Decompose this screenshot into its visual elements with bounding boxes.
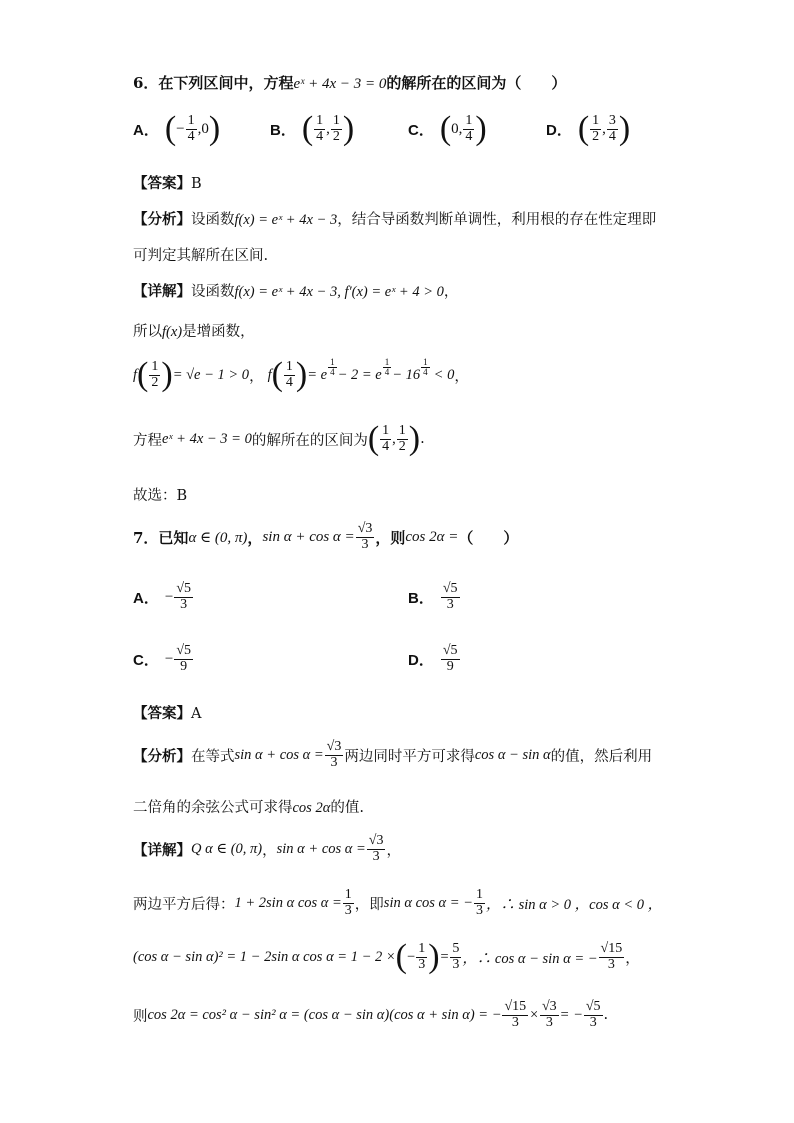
formula: sin α cos α = −: [383, 894, 473, 911]
denominator: 2: [592, 128, 600, 144]
text: ，结合导函数判断单调性，利用根的存在性定理即: [337, 212, 657, 228]
denominator: 3: [452, 956, 460, 972]
text: .: [603, 1007, 609, 1024]
formula: Q α ∈ (0, π): [191, 840, 263, 857]
sign: −: [176, 120, 185, 137]
q7-analysis-line1: [133, 740, 652, 770]
option-letter: C．: [408, 121, 434, 139]
denominator: 4: [330, 367, 335, 378]
numerator: √5: [442, 643, 458, 658]
fraction: [540, 1000, 559, 1030]
value: 0: [201, 120, 209, 137]
denominator: 3: [545, 1014, 553, 1030]
text: 故选：B: [133, 488, 188, 504]
sign: −: [164, 650, 174, 667]
formula: = √e − 1 > 0: [172, 366, 250, 383]
q6-analysis-line2: [133, 244, 268, 265]
fraction: [174, 644, 193, 674]
denominator: 3: [361, 536, 369, 552]
option-letter: C．: [133, 651, 159, 669]
q7-option-a[interactable]: [133, 582, 194, 612]
q6-detail-line3: f ( $\frac{1}{2}$ ) = √e − 1 > 0 ， f ( $\frac{1}{4}$ ) = e $\frac{1}{4}$ − 2 = e $\frac{1}{4}$ − 16 $\frac{1}{4}$ < 0 ，: [133, 356, 469, 393]
q6-stem-suffix: 的解所在的区间为（ ）: [386, 74, 567, 92]
answer-tag: 【答案】: [133, 705, 191, 722]
answer-tag: 【答案】: [133, 175, 191, 192]
detail-tag: 【详解】: [133, 283, 191, 300]
numerator: √15: [504, 999, 527, 1014]
fraction: [416, 942, 427, 972]
fraction: [441, 582, 460, 612]
formula: α ∈ (0, π): [188, 529, 248, 546]
detail-tag: 【详解】: [133, 841, 191, 859]
fraction: [441, 644, 460, 674]
q7-stem-prefix: 7．已知: [133, 528, 189, 547]
denominator: 3: [344, 902, 352, 918]
option-letter: B．: [270, 121, 296, 139]
option-letter: A．: [133, 121, 159, 139]
text: 的值.: [330, 800, 364, 816]
numerator: 1: [398, 422, 406, 438]
fraction: [367, 834, 386, 864]
formula: − 2 = e: [337, 366, 382, 383]
numerator: √5: [176, 581, 191, 596]
formula: f(x) = eˣ + 4x − 3: [234, 212, 338, 228]
denominator: 4: [608, 128, 616, 144]
q6-detail-line1: [133, 280, 458, 301]
text: 两边同时平方可求得: [344, 748, 475, 765]
denominator: 4: [187, 128, 195, 144]
formula: sin α + cos α =: [262, 528, 355, 545]
text: 的值，然后利用: [550, 748, 653, 765]
text: 两边平方后得：: [133, 896, 235, 913]
formula: < 0: [433, 366, 455, 383]
text: ，: [454, 368, 469, 385]
q7-detail-line2: [133, 888, 662, 918]
fraction: [186, 114, 197, 144]
denominator: 3: [180, 596, 188, 612]
q6-option-d[interactable]: D． ( $\frac{1}{2}$ , $\frac{3}{4}$ ): [546, 110, 631, 147]
q7-detail-line3: (cos α − sin α)² = 1 − 2sin α cos α = 1 − 2 × ( − $\frac{1}{3}$ ) = $\frac{5}{3}$ ，∴ cos α − sin α = − $\frac{√15}{3}$ ，: [133, 938, 640, 975]
text: .: [420, 431, 425, 447]
text: ，: [247, 528, 263, 547]
fraction: [607, 114, 618, 144]
q7-option-b[interactable]: [408, 582, 461, 612]
fraction: [474, 888, 485, 918]
numerator: √5: [442, 581, 458, 596]
q6-detail-line4: 方程 eˣ + 4x − 3 = 0 的解所在的区间为 ( $\frac{1}{4}$ , $\frac{1}{2}$ ) .: [133, 420, 425, 457]
denominator: 2: [332, 128, 340, 144]
fraction: [149, 360, 160, 390]
formula: f(x): [162, 324, 183, 340]
numerator: √15: [600, 940, 623, 956]
fraction: [590, 114, 601, 144]
numerator: 1: [475, 887, 483, 902]
text: 所以: [133, 324, 162, 340]
formula: ×: [529, 1006, 539, 1023]
text: ，即: [354, 896, 384, 913]
formula: (cos α − sin α)² = 1 − 2sin α cos α = 1 − 2 ×: [133, 948, 396, 965]
denominator: 3: [418, 956, 426, 972]
text: ，: [249, 368, 264, 385]
formula: ，∴ cos α − sin α = −: [462, 950, 598, 967]
denominator: 3: [446, 596, 454, 612]
value: 0: [451, 120, 459, 137]
numerator: 1: [382, 422, 390, 438]
q6-equation: eˣ + 4x − 3 = 0: [293, 76, 387, 92]
text: （ ）: [458, 528, 519, 547]
numerator: √3: [368, 833, 384, 848]
q6-detail-line2: [133, 320, 255, 341]
text: ，: [443, 284, 459, 300]
formula: 1 + 2sin α cos α =: [234, 894, 342, 911]
option-letter: D．: [408, 651, 434, 669]
text: ，: [386, 842, 401, 859]
numerator: √5: [176, 643, 191, 658]
denominator: 3: [475, 902, 483, 918]
answer-value: A: [191, 706, 202, 722]
q6-choice: [133, 484, 187, 505]
q7-option-d[interactable]: [408, 644, 461, 674]
q7-answer: [133, 702, 201, 723]
numerator: 1: [332, 112, 340, 128]
formula: cos 2α = cos² α − sin² α = (cos α − sin α)(cos α + sin α) = −: [147, 1006, 502, 1023]
formula: cos 2α: [292, 800, 331, 816]
q7-option-c[interactable]: [133, 644, 194, 674]
text: ，: [625, 950, 640, 967]
denominator: 4: [382, 438, 390, 454]
fraction: [584, 1000, 603, 1030]
fraction: [356, 522, 375, 552]
text: 在等式: [191, 748, 235, 765]
numerator: √3: [326, 739, 342, 754]
numerator: 3: [608, 112, 616, 128]
fraction: [331, 114, 342, 144]
q6-option-a[interactable]: A． ( − $\frac{1}{4}$ , 0 ): [133, 110, 221, 147]
numerator: √3: [357, 521, 373, 536]
numerator: √5: [585, 999, 601, 1014]
numerator: 1: [151, 358, 159, 374]
fraction: [343, 888, 354, 918]
formula: =: [439, 948, 450, 965]
text: 则: [133, 1008, 148, 1025]
text: ，: [262, 842, 277, 859]
numerator: 1: [384, 357, 390, 367]
option-letter: D．: [546, 121, 572, 139]
text: 可判定其解所在区间.: [133, 248, 269, 264]
formula: sin α + cos α =: [276, 840, 366, 857]
denominator: 3: [607, 956, 615, 972]
denominator: 2: [398, 438, 406, 454]
formula: ，∴ sin α > 0 ，cos α < 0 ，: [485, 896, 663, 913]
numerator: 1: [187, 112, 195, 128]
numerator: 1: [592, 112, 600, 128]
denominator: 2: [151, 374, 159, 390]
denominator: 9: [180, 658, 188, 674]
numerator: 5: [452, 940, 460, 956]
formula: = −: [559, 1006, 583, 1023]
q6-stem: [133, 72, 566, 93]
text: 设函数: [191, 212, 235, 228]
numerator: 1: [316, 112, 324, 128]
denominator: 4: [423, 367, 428, 378]
formula: cos α − sin α: [474, 746, 551, 763]
denominator: 4: [465, 128, 473, 144]
numerator: 1: [285, 358, 293, 374]
q7-stem: [133, 522, 518, 552]
fraction: [380, 424, 391, 454]
text: 设函数: [191, 284, 235, 300]
denominator: 3: [589, 1014, 597, 1030]
option-letter: B．: [408, 589, 434, 607]
numerator: 1: [423, 357, 428, 367]
fraction: [450, 942, 461, 972]
fraction: [284, 360, 295, 390]
denominator: 3: [372, 848, 380, 864]
formula: f(x) = eˣ + 4x − 3, f′(x) = eˣ + 4 > 0: [234, 284, 444, 300]
fraction: [502, 1000, 528, 1030]
denominator: 4: [384, 367, 390, 378]
answer-value: B: [191, 176, 202, 192]
numerator: 1: [465, 112, 473, 128]
denominator: 4: [285, 374, 293, 390]
exponent-fraction: [383, 358, 392, 378]
denominator: 3: [330, 754, 338, 770]
analysis-tag: 【分析】: [133, 211, 191, 228]
denominator: 3: [511, 1014, 519, 1030]
text: ，则: [375, 528, 406, 547]
q7-analysis-line2: [133, 796, 364, 817]
q6-option-c[interactable]: C． ( 0 , $\frac{1}{4}$ ): [408, 110, 487, 147]
analysis-tag: 【分析】: [133, 747, 191, 765]
fraction: [599, 942, 625, 972]
formula: eˣ + 4x − 3 = 0: [162, 430, 252, 447]
formula: − 16: [392, 366, 421, 383]
q6-stem-prefix: 6．在下列区间中，方程: [133, 74, 294, 92]
numerator: √3: [541, 999, 557, 1014]
fraction: [314, 114, 325, 144]
q6-analysis-line1: [133, 208, 656, 229]
denominator: 9: [446, 658, 454, 674]
formula: sin α + cos α =: [234, 746, 324, 763]
denominator: 4: [316, 128, 324, 144]
q7-detail-line1: [133, 834, 401, 864]
text: 二倍角的余弦公式可求得: [133, 800, 293, 816]
sign: −: [164, 588, 174, 605]
q6-option-b[interactable]: B． ( $\frac{1}{4}$ , $\frac{1}{2}$ ): [270, 110, 355, 147]
formula: = e: [307, 366, 328, 383]
fraction: [463, 114, 474, 144]
option-letter: A．: [133, 589, 159, 607]
fraction: [397, 424, 408, 454]
fraction: [174, 582, 193, 612]
numerator: 1: [418, 940, 426, 956]
q7-detail-line4: [133, 1000, 608, 1030]
q6-answer: [133, 172, 202, 193]
text: 方程: [133, 432, 162, 449]
formula: cos 2α =: [405, 528, 459, 545]
numerator: 1: [344, 887, 352, 902]
numerator: 1: [330, 357, 335, 367]
fraction: [325, 740, 344, 770]
exponent-fraction: [328, 358, 337, 378]
text: 的解所在的区间为: [251, 432, 368, 449]
text: 是增函数，: [182, 324, 255, 340]
exponent-fraction: [421, 358, 430, 378]
